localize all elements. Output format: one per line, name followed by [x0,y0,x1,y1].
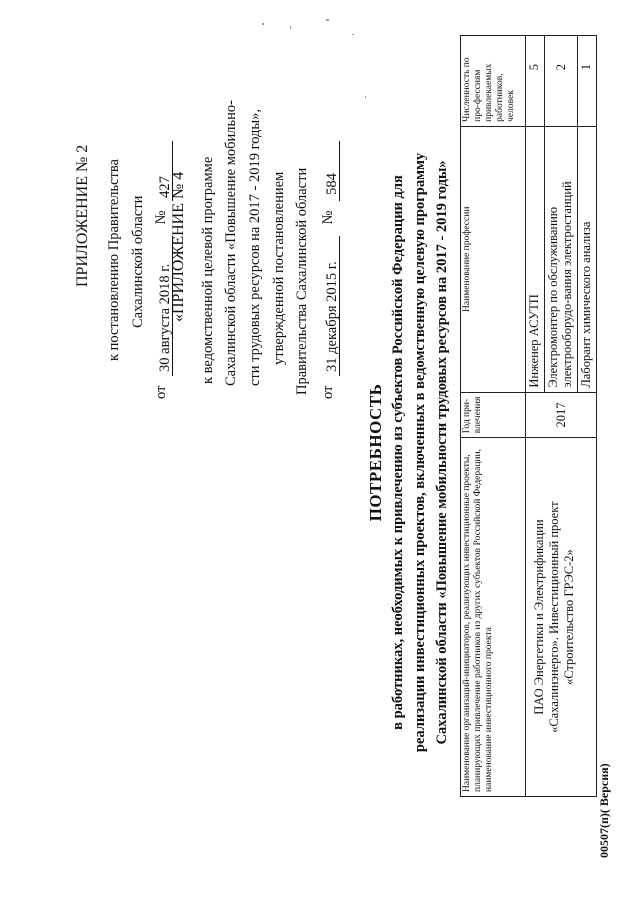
date-prefix: от [320,385,336,399]
profession-cell: Инженер АСУТП [526,126,545,392]
organization-cell: ПАО Энергетики и Электрификации «Сахалинэнерго». Инвестиционный проект «Строительство ГРЭС-2» [526,438,597,797]
header-organization: Наименование организаций-инициаторов, реализующих инвестиционные проекты, планирующих привлечение работников из других субъектов Российской Федерации, наименование инвестиционного проекта [461,438,526,797]
count-cell: 2 [545,36,578,127]
document-title: ПОТРЕБНОСТЬ [366,383,385,522]
document-subtitle-line: в работниках, необходимых к привлечению из субъектов Российской Федерации для [390,175,406,730]
table-header-row [461,36,526,797]
count-cell: 1 [578,36,597,127]
appendix-4-line: сти трудовых ресурсов на 2017 - 2019 годы», [247,108,263,386]
appendix-4-date-line [317,141,340,399]
appendix-2-line: Сахалинской области [130,195,146,328]
appendix-4-heading: «ПРИЛОЖЕНИЕ № 4 [170,171,187,322]
header-year: Год при-влечения [461,392,526,438]
appendix-4-line: Правительства Сахалинской области [294,167,310,395]
footer-code: 00507(п)( Версия) [597,763,611,858]
year-cell: 2017 [526,392,597,438]
header-profession: Наименование профессии [461,126,526,392]
date-prefix: от [153,385,169,399]
appendix-4-line: утвержденной постановлением [271,171,287,365]
appendix-2-line: к постановлению Правительства [106,159,122,361]
appendix-4-line: к ведомственной целевой программе [200,156,216,384]
appendix-2-heading: ПРИЛОЖЕНИЕ № 2 [74,144,91,287]
table-row [526,36,545,797]
number-sign: № [320,210,336,225]
document-subtitle-line: Сахалинской области «Повышение мобильности трудовых ресурсов на 2017 - 2019 годы» [434,160,450,745]
document-subtitle-line: реализации инвестиционных проектов, включенных в ведомственную целевую программу [412,152,428,753]
appendix-2-date: 30 августа 2018 г. [154,236,173,376]
header-count: Численность по про-фессиям привлекаемых работников, человек [461,36,526,127]
demand-table [460,35,597,797]
count-cell: 5 [526,36,545,127]
appendix-4-number: 584 [321,141,340,201]
appendix-2-number: 427 [154,141,173,201]
profession-cell: Электромонтер по обслуживанию электрооборудо-вания электростанций [545,126,578,392]
appendix-4-date: 31 декабря 2015 г. [321,236,340,376]
appendix-4-line: Сахалинской области «Повышение мобильно- [223,100,239,386]
number-sign: № [153,210,169,225]
profession-cell: Лаборант химического анализа [578,126,597,392]
